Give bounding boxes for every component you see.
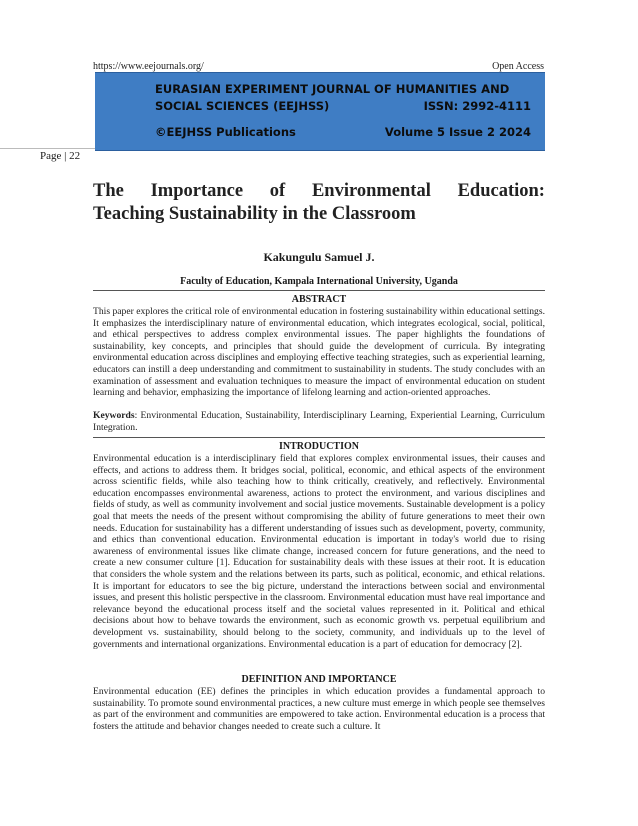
journal-volume: Volume 5 Issue 2 2024 — [384, 125, 531, 139]
definition-heading: DEFINITION AND IMPORTANCE — [241, 674, 397, 685]
paper-title-line2: Teaching Sustainability in the Classroom — [93, 204, 416, 224]
affiliation-divider — [93, 290, 545, 291]
open-access-label: Open Access — [492, 61, 544, 72]
abstract-divider — [93, 437, 545, 438]
author-affiliation: Faculty of Education, Kampala International University, Uganda — [180, 276, 458, 287]
journal-name-line1: EURASIAN EXPERIMENT JOURNAL OF HUMANITIES AND — [155, 82, 510, 96]
title-word: Education: — [457, 181, 545, 201]
keywords-label: Keywords — [93, 410, 135, 421]
title-word: Environmental — [311, 181, 431, 201]
introduction-text: Environmental education is a interdisciplinary field that explores complex environmental issues, their causes and effects, and actions to address them. It bridges social, political, economic, and ethical aspects of the environment across scientific fields, while also teaching how to think critically, creatively, and reflectively. Environmental education encompasses environmental awareness, actions to protect the environment, and various disciplines and fields of study, as well as community involvement and social justice movements. Sustainable development is a policy goal that meets the needs of the present without compromising the ability of future generations to meet their own needs. Education for sustainability has a different understanding of issues such as development, poverty, community, and ethics than conventional education. Environmental education is important in today's world due to rising awareness of environmental issues like climate change, increased concern for future generations, and the need to create a new consumer culture [1]. Education for sustainability deals with these issues at their root. It is education that considers the whole system and the relations between its parts, such as political, economic, and ethical relations. It is important for educators to see the big picture, understand the interactions between social and environmental issues, and present this holistic perspective in the classroom. Environmental education must have real importance and relevance beyond the educational process itself and the societal values represented in it. Political and ethical decisions about how to behave towards the environment, such as economic growth vs. perpetual equilibrium and development vs. sustainability, should belong to the society, community, and individuals up to the level of governments and international organizations. Environmental education is a part of education for democracy [2]. — [93, 453, 545, 650]
journal-url-link[interactable]: https://www.eejournals.org/ — [93, 61, 204, 72]
abstract-text: This paper explores the critical role of environmental education in fostering sustainability within educational settings. It emphasizes the interdisciplinary nature of environmental education, which integrates ecological, social, political, and ethical perspectives to address complex environmental issues. The paper highlights the foundations of sustainability, key concepts, and principles that should guide the development of curricula. By integrating environmental education across disciplines and employing effective teaching strategies, such as experiential learning, educators can instill a deep understanding and commitment to sustainability in students. The study concludes with an examination of assessment and evaluation techniques to measure the impact of environmental education on student learning and behavior, emphasizing the importance of lifelong learning and action-oriented approaches. — [93, 306, 545, 399]
keywords-text: : Environmental Education, Sustainability, Interdisciplinary Learning, Experiential Learning, Curriculum Integration. — [93, 410, 545, 433]
journal-abbrev: SOCIAL SCIENCES (EEJHSS) — [155, 99, 330, 113]
paper-title-line1 — [93, 180, 545, 203]
journal-publisher: ©EEJHSS Publications — [155, 125, 296, 139]
title-word: Importance — [150, 181, 244, 201]
journal-banner — [95, 72, 545, 151]
journal-name-line2 — [155, 99, 531, 113]
title-word: of — [269, 181, 286, 201]
introduction-heading: INTRODUCTION — [278, 441, 359, 452]
paper-title — [93, 180, 545, 226]
title-word: The — [93, 181, 124, 201]
journal-issn: ISSN: 2992-4111 — [423, 99, 531, 113]
page-number: Page | 22 — [40, 150, 81, 162]
abstract-heading: ABSTRACT — [291, 294, 347, 305]
keywords-paragraph — [93, 410, 545, 433]
author-name: Kakungulu Samuel J. — [263, 250, 375, 264]
journal-publication-line — [155, 125, 531, 139]
definition-text: Environmental education (EE) defines the principles in which education provides a fundamental approach to sustainability. To promote sound environmental practices, a new culture must emerge in which people see themselves as part of the environment and communities are empowered to take action. Environmental education is a process that fosters the attitude and behavior changes needed to create such a culture. It — [93, 686, 545, 732]
page-number-rule — [0, 148, 95, 149]
